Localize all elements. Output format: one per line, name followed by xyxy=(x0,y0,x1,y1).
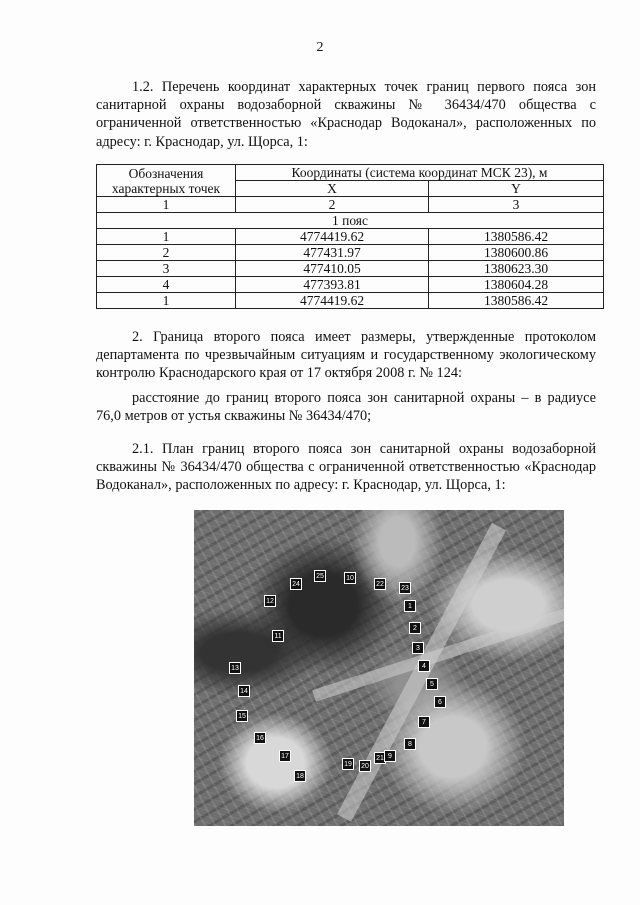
table-row xyxy=(97,229,604,245)
map-point-marker: 9 xyxy=(384,750,396,762)
point-cell: 3 xyxy=(97,261,236,277)
section-2-1-text: 2.1. План границ второго пояса зон санитарной охраны водозаборной скважины № 36434/470 общества с ограниченной ответственностью «Краснодар Водоканал», расположенных по адресу: г. Краснодар, ул. Щорса, 1: xyxy=(96,441,596,494)
map-point-marker: 8 xyxy=(404,738,416,750)
point-cell: 2 xyxy=(97,245,236,261)
x-cell: 477431.97 xyxy=(236,245,429,261)
y-cell: 1380586.42 xyxy=(429,293,604,309)
point-cell: 1 xyxy=(97,293,236,309)
column-number-row xyxy=(97,197,604,213)
y-cell: 1380604.28 xyxy=(429,277,604,293)
column-number: 1 xyxy=(97,197,236,213)
map-point-marker: 25 xyxy=(314,570,326,582)
radius-text: расстояние до границ второго пояса зон санитарной охраны – в радиусе 76,0 метров от устья скважины № 36434/470; xyxy=(96,390,596,425)
map-point-marker: 4 xyxy=(418,660,430,672)
table-row xyxy=(97,293,604,309)
map-point-marker: 23 xyxy=(399,582,411,594)
map-point-marker: 14 xyxy=(238,685,250,697)
point-cell: 4 xyxy=(97,277,236,293)
map-point-marker: 21 xyxy=(374,752,386,764)
table-row xyxy=(97,245,604,261)
map-point-marker: 16 xyxy=(254,732,266,744)
map-point-marker: 24 xyxy=(290,578,302,590)
map-point-marker: 2 xyxy=(409,622,421,634)
header-x: X xyxy=(236,181,429,197)
map-point-marker: 22 xyxy=(374,578,386,590)
aerial-map xyxy=(194,510,564,826)
page-number: 2 xyxy=(316,40,324,55)
map-road xyxy=(312,598,564,702)
table-row xyxy=(97,277,604,293)
point-cell: 1 xyxy=(97,229,236,245)
map-point-marker: 7 xyxy=(418,716,430,728)
header-y: Y xyxy=(429,181,604,197)
map-point-marker: 11 xyxy=(272,630,284,642)
map-point-marker: 6 xyxy=(434,696,446,708)
zone-label: 1 пояс xyxy=(97,213,604,229)
map-point-marker: 12 xyxy=(264,595,276,607)
map-point-marker: 15 xyxy=(236,710,248,722)
x-cell: 4774419.62 xyxy=(236,229,429,245)
coordinates-table xyxy=(96,164,604,309)
section-2-1-paragraph xyxy=(96,440,596,495)
map-point-marker: 13 xyxy=(229,662,241,674)
x-cell: 477410.05 xyxy=(236,261,429,277)
table-row xyxy=(97,261,604,277)
map-point-marker: 5 xyxy=(426,678,438,690)
map-point-marker: 1 xyxy=(404,600,416,612)
zone-row xyxy=(97,213,604,229)
section-2-paragraph xyxy=(96,328,596,383)
y-cell: 1380586.42 xyxy=(429,229,604,245)
map-point-marker: 19 xyxy=(342,758,354,770)
column-number: 2 xyxy=(236,197,429,213)
map-point-marker: 3 xyxy=(412,642,424,654)
header-point-designation: Обозначения характерных точек xyxy=(97,165,236,197)
section-1-2-paragraph xyxy=(96,78,596,151)
header-coordinates: Координаты (система координат МСК 23), м xyxy=(236,165,604,181)
column-number: 3 xyxy=(429,197,604,213)
map-point-marker: 17 xyxy=(279,750,291,762)
map-point-marker: 10 xyxy=(344,572,356,584)
section-1-2-text: 1.2. Перечень координат характерных точек границ первого пояса зон санитарной охраны водозаборной скважины № 36434/470 общества с ограниченной ответственностью «Краснодар Водоканал», расположенных по адресу: г. Краснодар, ул. Щорса, 1: xyxy=(96,79,596,150)
radius-paragraph xyxy=(96,389,596,425)
x-cell: 4774419.62 xyxy=(236,293,429,309)
x-cell: 477393.81 xyxy=(236,277,429,293)
section-2-text: 2. Граница второго пояса имеет размеры, утвержденные протоколом департамента по чрезвычайным ситуациям и государственному экологическому контролю Краснодарского края от 17 октября 2008 г. № 124: xyxy=(96,329,596,382)
map-point-marker: 18 xyxy=(294,770,306,782)
table-header-row xyxy=(97,165,604,181)
y-cell: 1380623.30 xyxy=(429,261,604,277)
map-point-marker: 20 xyxy=(359,760,371,772)
y-cell: 1380600.86 xyxy=(429,245,604,261)
